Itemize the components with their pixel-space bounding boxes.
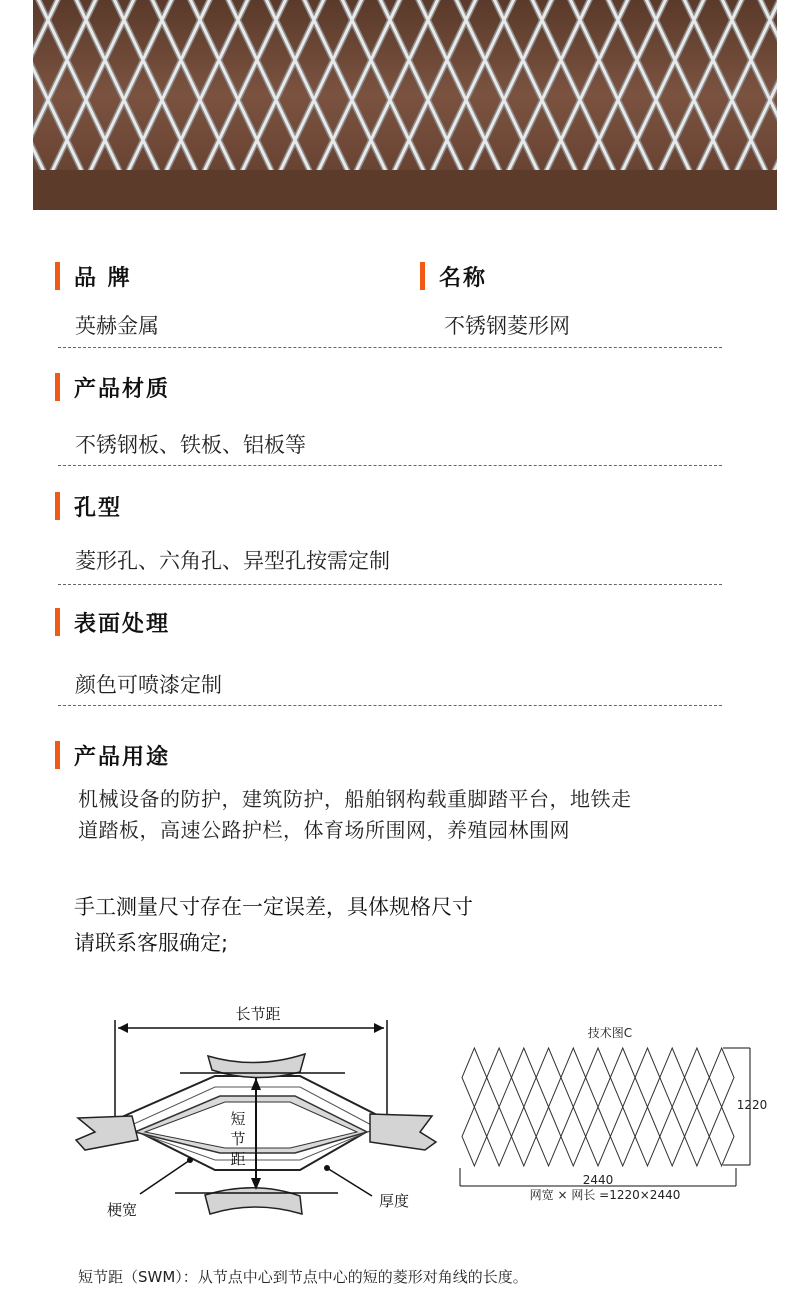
name-value: 不锈钢菱形网 xyxy=(444,314,570,338)
name-label: 名称 xyxy=(439,265,488,291)
technical-diagram xyxy=(0,995,790,1235)
hole-heading xyxy=(55,492,122,520)
mesh-photo-graphic xyxy=(33,0,777,210)
short-pitch-label-2: 节 xyxy=(230,1130,246,1148)
divider xyxy=(58,465,722,466)
name-heading xyxy=(420,262,487,290)
strand-width-label: 梗宽 xyxy=(106,1201,138,1219)
sheet-diagram xyxy=(460,1025,767,1202)
note-line-1: 手工测量尺寸存在一定误差，具体规格尺寸 xyxy=(74,895,473,919)
usage-line-2: 道踏板，高速公路护栏，体育场所围网，养殖园林围网 xyxy=(78,818,570,842)
short-pitch-label-1: 短 xyxy=(230,1110,246,1128)
surface-heading xyxy=(55,608,170,636)
short-pitch-label-3: 距 xyxy=(230,1150,246,1168)
accent-bar xyxy=(420,262,425,290)
thickness-label: 厚度 xyxy=(378,1192,410,1210)
brand-label: 品 牌 xyxy=(74,265,132,291)
usage-line-1: 机械设备的防护，建筑防护，船舶钢构载重脚踏平台，地铁走 xyxy=(78,787,632,811)
width-dimension: 2440 xyxy=(582,1173,614,1187)
hole-label: 孔型 xyxy=(74,495,123,521)
divider xyxy=(58,584,722,585)
surface-value: 颜色可喷漆定制 xyxy=(75,673,222,697)
surface-label: 表面处理 xyxy=(74,611,171,637)
tech-diagram-title: 技术图C xyxy=(587,1026,633,1040)
material-value: 不锈钢板、铁板、铝板等 xyxy=(75,433,306,457)
usage-label: 产品用途 xyxy=(74,744,171,770)
material-heading xyxy=(55,373,170,401)
brand-heading xyxy=(55,262,132,290)
divider xyxy=(58,347,722,348)
accent-bar xyxy=(55,608,60,636)
product-photo xyxy=(33,0,777,210)
brand-value: 英赫金属 xyxy=(75,314,159,338)
accent-bar xyxy=(55,741,60,769)
accent-bar xyxy=(55,492,60,520)
usage-heading xyxy=(55,741,170,769)
accent-bar xyxy=(55,373,60,401)
note-line-2: 请联系客服确定; xyxy=(74,931,229,955)
cell-diagram xyxy=(76,1005,436,1219)
hole-value: 菱形孔、六角孔、异型孔按需定制 xyxy=(75,549,390,573)
height-dimension: 1220 xyxy=(736,1098,768,1112)
tech-mesh-pattern xyxy=(462,1048,734,1166)
accent-bar xyxy=(55,262,60,290)
material-label: 产品材质 xyxy=(74,376,171,402)
long-pitch-label: 长节距 xyxy=(235,1005,281,1023)
divider xyxy=(58,705,722,706)
size-formula: 网宽 × 网长 =1220×2440 xyxy=(529,1188,681,1202)
footnote: 短节距（SWM）：从节点中心到节点中心的短的菱形对角线的长度。 xyxy=(78,1268,528,1286)
